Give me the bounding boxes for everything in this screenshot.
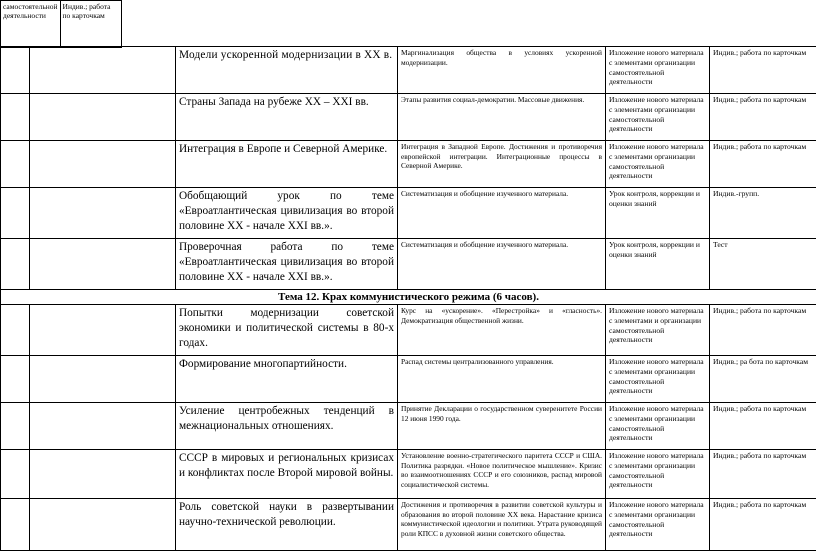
table-row [1, 94, 816, 141]
table-row [1, 356, 816, 403]
lesson-content: Систематизация и обобщение изученного материала. [398, 188, 606, 239]
table-row [1, 239, 816, 290]
lesson-form: Индив.-групп. [710, 188, 816, 239]
lesson-form: Индив.; работа по карточкам [710, 94, 816, 141]
lesson-content: Распад системы централизованного управления. [398, 356, 606, 403]
lesson-method: Изложение нового материала с элементами организации самостоятельной деятельности [606, 94, 710, 141]
lesson-form: Индив.; работа по карточкам [710, 450, 816, 499]
lesson-form: Индив.; ра бота по карточкам [710, 356, 816, 403]
lesson-content: Курс на «ускорение». «Перестройка» и «гласность». Демократизация общественной жизни. [398, 305, 606, 356]
lesson-method: Изложение нового материала с элементами организации самостоятельной деятельности [606, 47, 710, 94]
lesson-method: Изложение нового материала с элементами организации самостоятельной деятельности [606, 403, 710, 450]
lesson-content: Установление военно-стратегического паритета СССР и США. Политика разрядки. «Новое политическое мышление». Кризис во взаимоотношениях СССР и его союзников, распад мировой социалистической системы. [398, 450, 606, 499]
section-row [1, 290, 816, 305]
lesson-method: Урок контроля, коррекции и оценки знаний [606, 239, 710, 290]
lesson-plan-table [0, 46, 816, 551]
header-cell-form: Индив.; работа по карточкам [60, 1, 121, 48]
table-row [1, 450, 816, 499]
lesson-topic: Проверочная работа по теме «Евроатлантическая цивилизация во второй половине XX - начале XXI вв.». [176, 239, 398, 290]
lesson-content: Систематизация и обобщение изученного материала. [398, 239, 606, 290]
lesson-topic: Интеграция в Европе и Северной Америке. [176, 141, 398, 188]
lesson-method: Изложение нового материала с элементами и организации самостоятельной деятельности [606, 305, 710, 356]
lesson-topic: Формирование многопартийности. [176, 356, 398, 403]
lesson-content: Маргинализация общества в условиях ускоренной модернизации. [398, 47, 606, 94]
lesson-topic: Модели ускоренной модернизации в XX в. [176, 47, 398, 94]
table-row [1, 499, 816, 551]
lesson-topic: Попытки модернизации советской экономики и политической системы в 80-х годах. [176, 305, 398, 356]
lesson-content: Достижения и противоречия в развитии советской культуры и образования во второй половине XX века. Нарастание кризиса коммунистической идеологии и политики. Утрата руководящей роли КПСС в духовной жизни советского общества. [398, 499, 606, 551]
lesson-method: Изложение нового материала с элементами организации самостоятельной деятельности [606, 499, 710, 551]
lesson-form: Индив.; работа по карточкам [710, 305, 816, 356]
table-row [1, 47, 816, 94]
table-row [1, 305, 816, 356]
table-row [1, 403, 816, 450]
lesson-topic: Страны Запада на рубеже XX – XXI вв. [176, 94, 398, 141]
lesson-topic: СССР в мировых и региональных кризисах и конфликтах после Второй мировой войны. [176, 450, 398, 499]
table-row [1, 188, 816, 239]
table-row [1, 141, 816, 188]
lesson-method: Изложение нового материала с элементами организации самостоятельной деятельности [606, 141, 710, 188]
lesson-form: Индив.; работа по карточкам [710, 403, 816, 450]
lesson-form: Индив.; работа по карточкам [710, 47, 816, 94]
header-cell-self-work: самостоятельной деятельности [1, 1, 61, 48]
lesson-method: Изложение нового материала с элементами организации самостоятельной деятельности [606, 450, 710, 499]
lesson-topic: Обобщающий урок по теме «Евроатлантическая цивилизация во второй половине XX - начале XXI вв.». [176, 188, 398, 239]
header-fragment-table [0, 0, 122, 48]
lesson-content: Этапы развития социал-демократии. Массовые движения. [398, 94, 606, 141]
lesson-content: Интеграция в Западной Европе. Достижения и противоречия европейской интеграции. Интеграционные процессы в Северной Америке. [398, 141, 606, 188]
lesson-form: Индив.; работа по карточкам [710, 499, 816, 551]
lesson-method: Изложение нового материала с элементами организации самостоятельной деятельности [606, 356, 710, 403]
lesson-form: Индив.; работа по карточкам [710, 141, 816, 188]
lesson-form: Тест [710, 239, 816, 290]
section-title: Тема 12. Крах коммунистического режима (6 часов). [1, 290, 816, 305]
lesson-method: Урок контроля, коррекции и оценки знаний [606, 188, 710, 239]
lesson-topic: Роль советской науки в развертывании научно-технической революции. [176, 499, 398, 551]
lesson-content: Принятие Декларации о государственном суверенитете России 12 июня 1990 года. [398, 403, 606, 450]
lesson-topic: Усиление центробежных тенденций в межнациональных отношениях. [176, 403, 398, 450]
